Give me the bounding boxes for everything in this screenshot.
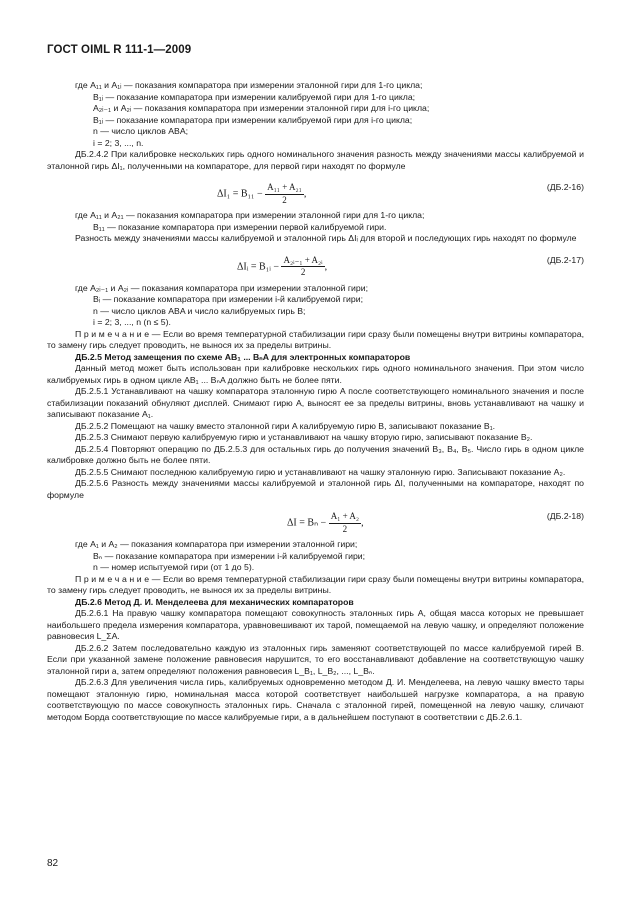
- fraction-denominator: 2: [342, 523, 348, 534]
- document-header: ГОСТ OIML R 111-1—2009: [47, 44, 192, 56]
- text-line: B₁₁ — показание компаратора при измерении первой калибруемой гири.: [93, 221, 387, 232]
- text-line: A₂ᵢ₋₁ и A₂ᵢ — показания компаратора при измерении эталонной гири для i-го цикла;: [93, 103, 430, 113]
- formula-lhs: ΔIᵢ = B₁ᵢ −: [237, 260, 279, 272]
- paragraph: ДБ.2.6.1 На правую чашку компаратора помещают совокупность эталонных гирь A, общая масса которых не превышает наибольшего предела измерения компаратора, уравновешивают их тарой, помещаемой на левую чашку, и определяют положение равновесия L_ΣA.: [47, 608, 584, 641]
- text-line: n — число циклов ABA и число калибруемых гирь B;: [93, 305, 306, 316]
- fraction-numerator: A₂ᵢ₋₁ + A₂ᵢ: [281, 255, 324, 268]
- formula-number: (ДБ.2-18): [546, 511, 584, 521]
- formula-expression: [237, 255, 327, 279]
- formula-db2-16: [47, 176, 584, 206]
- document-body: [47, 80, 584, 723]
- text-line: n — номер испытуемой гири (от 1 до 5).: [93, 562, 255, 572]
- page-number: 82: [47, 858, 59, 869]
- paragraph: ДБ.2.5.1 Устанавливают на чашку компаратора эталонную гирю A после соответствующего номинального значения и после стабилизации показаний обнуляют дисплей. Снимают гирю A, выносят ее за пределы витрины, вновь устанавливают на чашку и записывают показание A₁.: [47, 386, 584, 419]
- formula-tail: ,: [303, 188, 307, 200]
- section-heading: ДБ.2.6 Метод Д. И. Менделеева для механических компараторов: [75, 596, 354, 607]
- paragraph: ДБ.2.6.2 Затем последовательно каждую из эталонных гирь заменяют соответствующей по массе калибруемой гирей B. Если при указанной замене положение равновесия нарушится, то его восстанавливают добавление на соответствующую чашку эталонной гири a, затем определяют положения равновесия L_B₁, L_B₂, ..., L_Bₙ.: [47, 642, 584, 676]
- fraction-denominator: 2: [282, 194, 287, 205]
- text-line: B₁ᵢ — показание компаратора при измерении калибруемой гири для 1-го цикла;: [93, 91, 416, 102]
- text-line: n — число циклов ABA;: [93, 126, 189, 136]
- text-line: где A₁₁ и A₂₁ — показания компаратора при измерении эталонной гири для 1-го цикла;: [75, 210, 425, 220]
- paragraph: ДБ.2.4.2 При калибровке нескольких гирь одного номинального значения разность между значениями массы калибруемой и эталонной гирь ΔI₁, полученными на компараторе, для первой гири находят по формуле: [47, 149, 584, 171]
- paragraph: ДБ.2.5.5 Снимают последнюю калибруемую гирю и устанавливают на чашку эталонную гирю. Записывают показание A₂.: [75, 466, 566, 477]
- formula-db2-18: [47, 505, 584, 535]
- formula-tail: ,: [324, 260, 328, 272]
- fraction-numerator: A₁ + A₂: [329, 511, 361, 524]
- formula-lhs: ΔI₁ = B₁₁ −: [217, 188, 263, 200]
- text-line: i = 2; 3, ..., n.: [93, 137, 144, 148]
- formula-fraction: [281, 255, 324, 279]
- text-line: где A₂ᵢ₋₁ и A₂ᵢ — показания компаратора при измерении эталонной гири;: [75, 282, 369, 293]
- note: П р и м е ч а н и е — Если во время температурной стабилизации гири сразу были помещены внутри витрины компаратора, то замену гирь следует проводить, не вынося их за пределы витрины.: [47, 328, 584, 350]
- formula-tail: ,: [361, 517, 364, 529]
- text-line: Bₙ — показание компаратора при измерении i-й калибруемой гири;: [93, 550, 366, 561]
- paragraph: ДБ.2.5.2 Помещают на чашку вместо эталонной гири A калибруемую гирю B, записывают показание B₁.: [75, 420, 496, 431]
- formula-lhs: ΔI = Bₙ −: [287, 517, 327, 529]
- note: П р и м е ч а н и е — Если во время температурной стабилизации гири сразу были помещены внутри витрины компаратора, то замену гирь следует проводить, не вынося их за пределы витрины.: [47, 573, 584, 595]
- paragraph: ДБ.2.5.4 Повторяют операцию по ДБ.2.5.3 для остальных гирь до получения значений B₃, B₄, B₅. Число гирь в одном цикле калибровке должно быть не более пяти.: [47, 443, 584, 465]
- formula-expression: [287, 511, 364, 535]
- fraction-denominator: 2: [300, 267, 306, 277]
- paragraph: Данный метод может быть использован при калибровке нескольких гирь одного номинального значения. При этом число калибруемых гирь в одном цикле AB₁ ... BₙA должно быть не более пяти.: [47, 363, 584, 385]
- text-line: i = 2; 3, ..., n (n ≤ 5).: [93, 317, 171, 327]
- text-line: B₁ᵢ — показание компаратора при измерении калибруемой гири для i-го цикла;: [93, 114, 413, 125]
- paragraph: Разность между значениями массы калибруемой и эталонной гирь ΔIᵢ для второй и последующих гирь находят по формуле: [75, 233, 577, 243]
- paragraph: ДБ.2.6.3 Для увеличения числа гирь, калибруемых одновременно методом Д. И. Менделеева, на левую чашку вместо тары помещают эталонную гирю, номинальная масса которой соответствует наибольшей нагрузке компаратора, а на правую соответствующую по массе совокупность эталонных гирь. Сначала с эталонной гирей, помещенной на левую чашку, сличают методом Борда соответствующие по массе калибруемые гири, а в дальнейшем поступают в соответствии с ДБ.2.6.1.: [47, 677, 584, 722]
- formula-expression: [217, 182, 306, 206]
- formula-number: (ДБ.2-16): [546, 182, 584, 192]
- text-line: где A₁ и A₂ — показания компаратора при измерении эталонной гири;: [75, 539, 358, 549]
- formula-fraction: [329, 511, 361, 535]
- formula-number: (ДБ.2-17): [546, 254, 584, 265]
- paragraph: ДБ.2.5.6 Разность между значениями массы калибруемой и эталонной гирь ΔI, полученными на компараторе, находят по формуле: [47, 478, 584, 500]
- paragraph: ДБ.2.5.3 Снимают первую калибруемую гирю и устанавливают на чашку вторую гирю, записывают показание B₂.: [75, 432, 533, 442]
- text-line: где A₁₁ и A₁ᵢ — показания компаратора при измерении эталонной гири для 1-го цикла;: [75, 80, 423, 90]
- fraction-numerator: A₁₁ + A₂₁: [265, 182, 304, 195]
- section-heading: ДБ.2.5 Метод замещения по схеме AB₁ ... BₙA для электронных компараторов: [75, 351, 411, 362]
- formula-fraction: [265, 182, 304, 206]
- formula-db2-17: [47, 249, 584, 279]
- text-line: Bᵢ — показание компаратора при измерении i-й калибруемой гири;: [93, 294, 363, 304]
